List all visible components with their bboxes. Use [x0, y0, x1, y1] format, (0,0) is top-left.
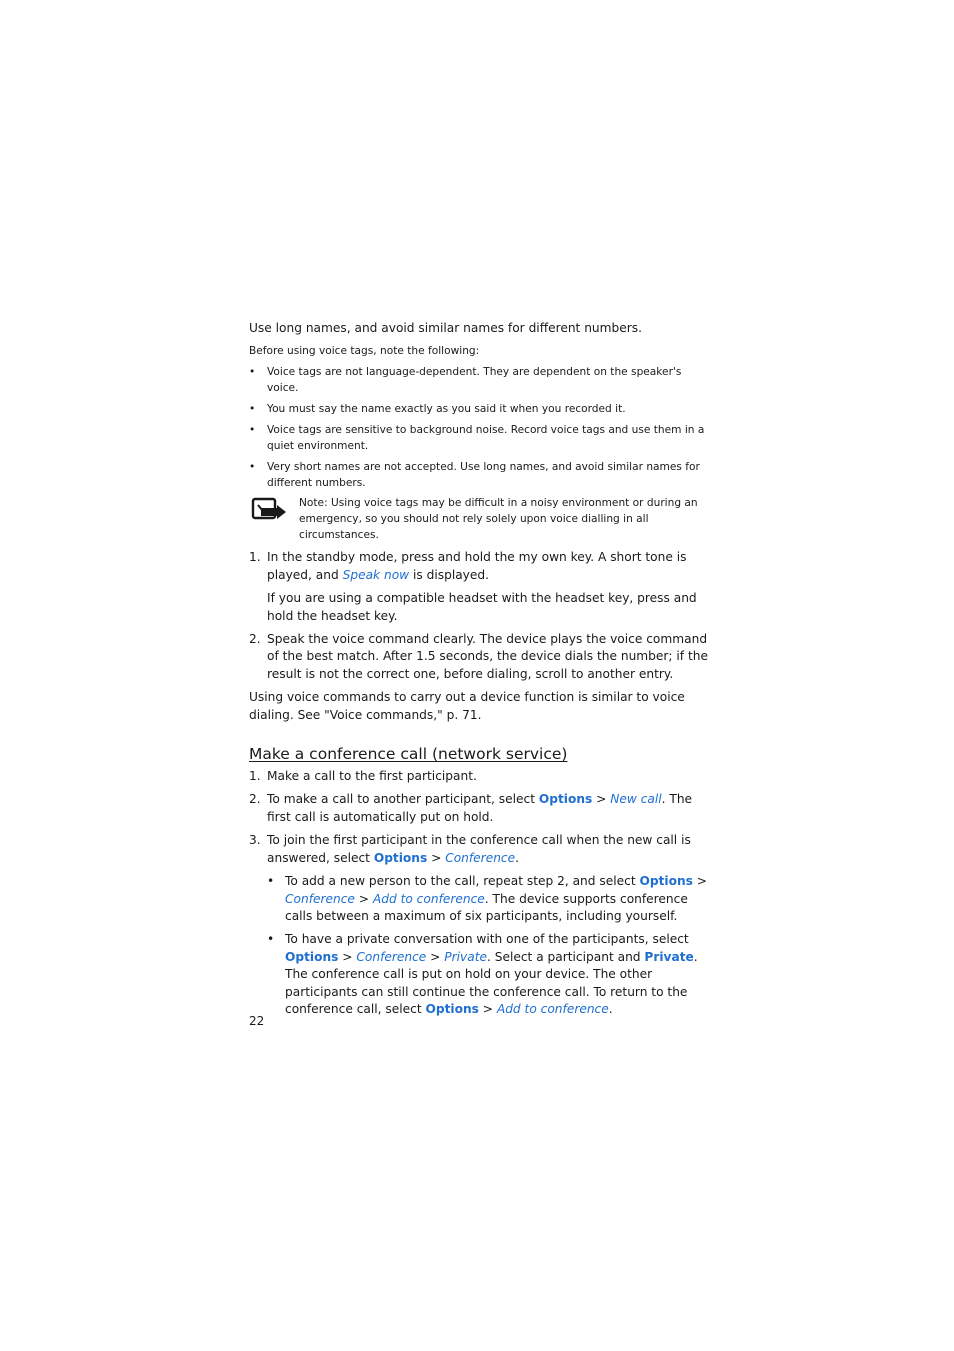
list-item: • To have a private conversation with one of the participants, select Options > Conference > Private. Select a participant and Private. The conference call is put on hold on your device. The other participants can still continue the conference call. To return to the conference call, select Options > Add to conference.: [267, 931, 709, 1018]
list-item: • You must say the name exactly as you said it when you recorded it.: [249, 401, 709, 417]
headset-note: If you are using a compatible headset with the headset key, press and hold the headset key.: [267, 591, 697, 623]
intro-text: Use long names, and avoid similar names for different numbers.: [249, 321, 642, 335]
list-item: 2. To make a call to another participant, select Options > New call. The first call is automatically put on hold.: [249, 792, 693, 824]
list-item: 1. Make a call to the first participant.: [249, 769, 477, 784]
note-box: [249, 495, 709, 543]
voice-tag-notes: [249, 364, 709, 491]
conference-label: Conference: [285, 891, 355, 906]
list-item: • Voice tags are not language-dependent. They are dependent on the speaker's voice.: [249, 364, 709, 396]
add-to-conference-label: Add to conference: [496, 1001, 609, 1016]
options-label: Options: [639, 874, 693, 889]
voice-commands-paragraph: Using voice commands to carry out a device function is similar to voice dialing. See "Voice commands," p. 71.: [249, 690, 685, 722]
before-text: Before using voice tags, note the following:: [249, 345, 480, 358]
conference-steps: [249, 768, 709, 1018]
list-item: • Voice tags are sensitive to background noise. Record voice tags and use them in a quiet environment.: [249, 422, 709, 454]
list-item: 2. Speak the voice command clearly. The device plays the voice command of the best match. After 1.5 seconds, the device dials the number; if the result is not the correct one, before dialing, scroll to another entry.: [249, 632, 708, 681]
list-item: • Very short names are not accepted. Use long names, and avoid similar names for different numbers.: [249, 459, 709, 491]
conference-label: Conference: [356, 949, 427, 964]
new-call-label: New call: [610, 792, 662, 807]
page-number: 22: [249, 1014, 265, 1028]
conference-sub-list: [267, 873, 709, 1018]
options-label: Options: [538, 792, 593, 807]
section-heading: Make a conference call (network service): [249, 745, 568, 764]
options-label: Options: [425, 1001, 479, 1016]
speak-now-label: Speak now: [342, 567, 410, 582]
private-option-label: Private: [644, 949, 694, 964]
conference-label: Conference: [445, 850, 516, 865]
note-text: Note: Using voice tags may be difficult in a noisy environment or during an emergency, so you should not rely solely upon voice dialling in all circumstances.: [299, 497, 698, 542]
list-item: • To add a new person to the call, repeat step 2, and select Options > Conference > Add to conference. The device supports conference calls between a maximum of six participants, including yourself.: [267, 873, 709, 925]
options-label: Options: [373, 850, 428, 865]
private-label: Private: [444, 949, 487, 964]
list-item: 1. In the standby mode, press and hold the my own key. A short tone is played, and Speak now is displayed. If you are using a compatible headset with the headset key, press and hold the headset key.: [249, 549, 709, 625]
list-item: 3. To join the first participant in the conference call when the new call is answered, select Options > Conference. • To add a new person to the call, repeat step 2, and select Options > Conference > Add to conference. The device supports conference calls between a maximum of six participants, including yourself. • To have a private conversation with one of the participants, select Options > Conference > Private. Select a participant and Private. The conference call is put on hold on your device. The other participants can still continue the conference call. To return to the conference call, select Options > Add to conference.: [249, 832, 709, 1018]
voice-dial-steps: [249, 549, 709, 683]
page-content: [249, 320, 709, 1018]
note-hand-icon: [251, 496, 287, 522]
options-label: Options: [285, 949, 339, 964]
add-to-conference-label: Add to conference: [372, 891, 485, 906]
